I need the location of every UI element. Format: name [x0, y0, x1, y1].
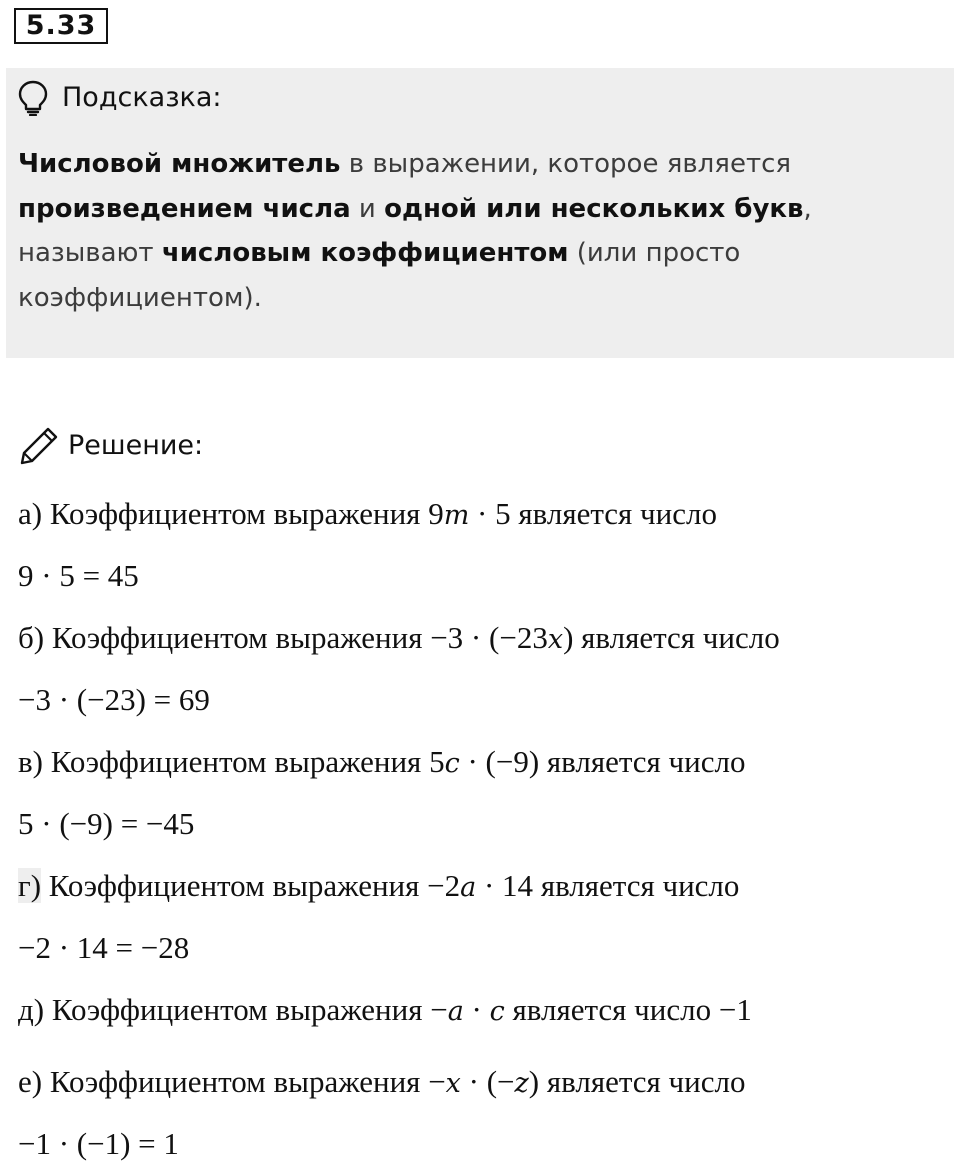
solution-line-d: д) Коэффициентом выражения −a · c является число −1	[18, 992, 752, 1027]
hint-title	[18, 78, 222, 118]
answer-e: −1 · (−1) = 1	[18, 1126, 179, 1161]
hint-term: произведением числа	[18, 193, 351, 224]
task-number: 5.33	[14, 8, 108, 44]
solution-line-a: а) Коэффициентом выражения 9m · 5 является число	[18, 496, 717, 531]
solution-line-b: б) Коэффициентом выражения −3 · (−23x) является число	[18, 620, 780, 655]
solution-line-g: г) Коэффициентом выражения −2a · 14 является число	[18, 868, 740, 903]
hint-text: Числовой множитель в выражении, которое является произведением числа и одной или нескольких букв, называют числовым коэффициентом (или просто коэффициентом).	[18, 149, 812, 313]
answer-a: 9 · 5 = 45	[18, 558, 139, 593]
solution-title	[18, 424, 203, 468]
answer-v: 5 · (−9) = −45	[18, 806, 195, 841]
answer-g: −2 · 14 = −28	[18, 930, 190, 965]
hint-term: одной или нескольких букв	[384, 193, 804, 224]
hint-term: числовым коэффициентом	[161, 238, 569, 268]
lightbulb-icon	[18, 80, 48, 116]
answer-b: −3 · (−23) = 69	[18, 682, 210, 717]
solution-line-e: е) Коэффициентом выражения −x · (−z) является число	[18, 1064, 746, 1099]
solution-line-v: в) Коэффициентом выражения 5c · (−9) является число	[18, 744, 746, 779]
pencil-icon	[18, 425, 60, 467]
hint-term: Числовой множитель	[18, 149, 341, 179]
hint-title-text: Подсказка:	[62, 82, 222, 113]
answer-d: −1	[718, 992, 752, 1027]
solution-title-text: Решение:	[68, 430, 204, 461]
